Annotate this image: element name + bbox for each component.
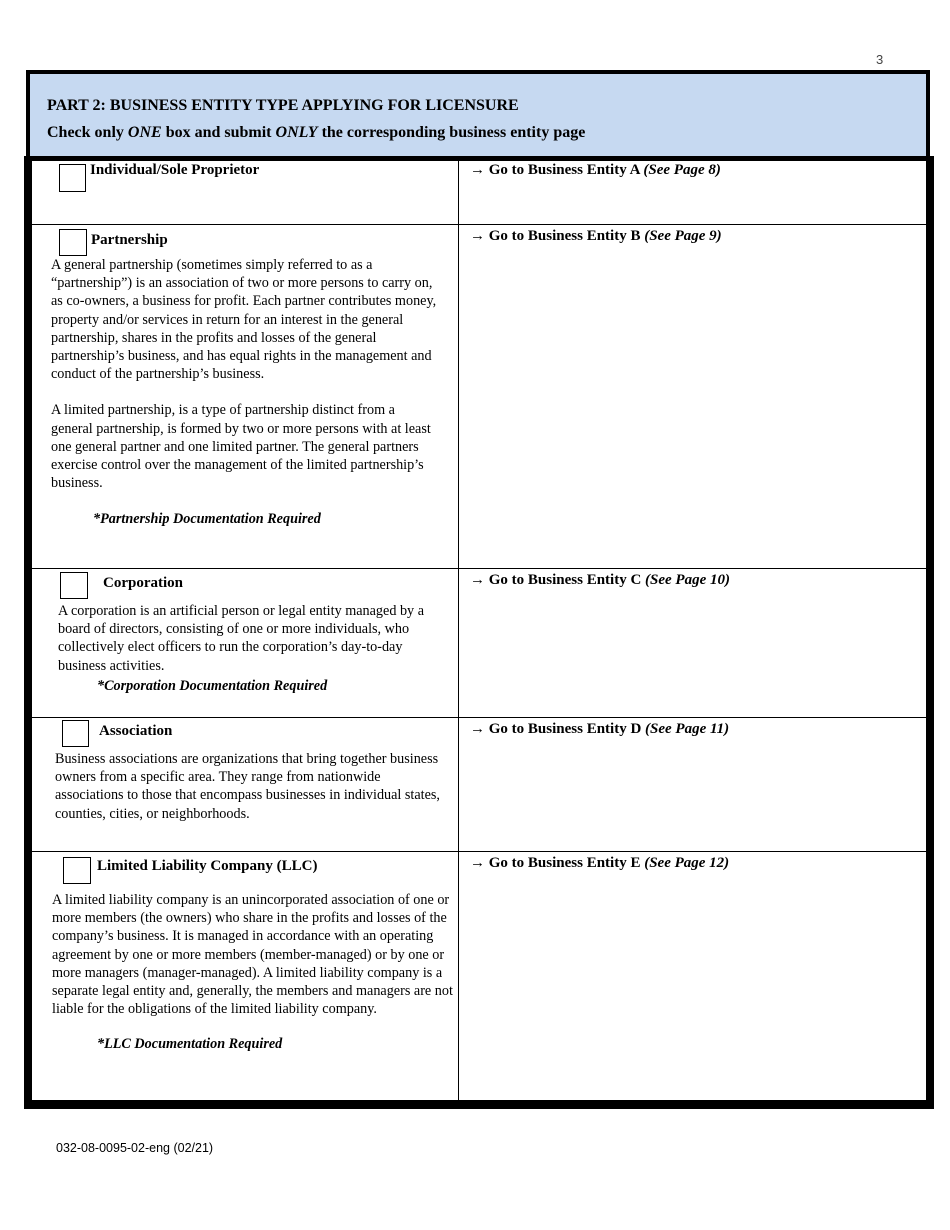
checkbox-partnership[interactable] bbox=[59, 229, 87, 256]
entity-label-association: Association bbox=[99, 723, 173, 739]
column-divider bbox=[458, 156, 459, 224]
llc-description: A limited liability company is an unincorporated association of one or more members (the owners) who share in the profits and losses of the company’s business. It is managed in accordance with an operating agreement by one or more members (member-managed) or by one or more managers (manager-managed). A limited liability company is a separate legal entity and, generally, the members and managers are not liable for the obligations of the limited liability company. bbox=[52, 892, 453, 1018]
entity-row-corporation bbox=[32, 569, 926, 718]
llc-required-note: *LLC Documentation Required bbox=[97, 1036, 283, 1052]
entity-table bbox=[24, 156, 934, 1109]
goto-entity-e: → Go to Business Entity E (See Page 12) bbox=[470, 855, 730, 871]
goto-entity-a: → Go to Business Entity A (See Page 8) bbox=[470, 162, 721, 178]
checkbox-corporation[interactable] bbox=[60, 572, 88, 599]
association-description: Business associations are organizations that bring together business owners from a specific area. They range from nationwide associations to those that encompass businesses in individual states, counties, cities, or neighborhoods. bbox=[55, 751, 440, 822]
section-title: PART 2: BUSINESS ENTITY TYPE APPLYING FOR LICENSURE bbox=[47, 97, 519, 114]
section-header bbox=[26, 70, 930, 161]
entity-row-llc bbox=[32, 852, 926, 1100]
entity-label-llc: Limited Liability Company (LLC) bbox=[97, 858, 318, 874]
column-divider bbox=[458, 718, 459, 851]
partnership-required-note: *Partnership Documentation Required bbox=[93, 511, 321, 527]
entity-row-association bbox=[32, 718, 926, 852]
corporation-description: A corporation is an artificial person or legal entity managed by a board of directors, consisting of one or more individuals, who collectively elect officers to run the corporation’s day-to-day business activities. bbox=[58, 603, 424, 674]
entity-row-partnership bbox=[32, 225, 926, 569]
column-divider bbox=[458, 569, 459, 717]
entity-label-partnership: Partnership bbox=[91, 232, 168, 248]
entity-row-individual bbox=[32, 156, 926, 225]
partnership-description bbox=[51, 256, 439, 492]
goto-entity-c: → Go to Business Entity C (See Page 10) bbox=[470, 572, 730, 588]
checkbox-association[interactable] bbox=[62, 720, 89, 747]
emphasis-one: ONE bbox=[127, 124, 162, 141]
column-divider bbox=[458, 852, 459, 1100]
form-number: 032-08-0095-02-eng (02/21) bbox=[56, 1141, 214, 1155]
section-instruction: Check only ONE box and submit ONLY the corresponding business entity page bbox=[47, 124, 586, 141]
column-divider bbox=[458, 225, 459, 568]
corporation-required-note: *Corporation Documentation Required bbox=[97, 678, 328, 694]
limited-partnership-text: A limited partnership, is a type of partnership distinct from a general partnership, is formed by two or more persons with at least one general partner and one limited partner. The general partners exercise control over the management of the limited partnership’s business. bbox=[51, 402, 431, 492]
checkbox-llc[interactable] bbox=[63, 857, 91, 884]
goto-entity-d: → Go to Business Entity D (See Page 11) bbox=[470, 721, 730, 737]
checkbox-individual[interactable] bbox=[59, 164, 86, 192]
entity-label-individual: Individual/Sole Proprietor bbox=[90, 162, 260, 178]
emphasis-only: ONLY bbox=[275, 124, 318, 141]
general-partnership-text: A general partnership (sometimes simply referred to as a “partnership”) is an association of two or more persons to carry on, as co-owners, a business for profit. Each partner contributes money, property and/or services in return for an interest in the general partnership, shares in the profits and losses of the general partnership’s business, and has equal rights in the management and conduct of the partnership’s business. bbox=[51, 257, 437, 383]
goto-entity-b: → Go to Business Entity B (See Page 9) bbox=[470, 228, 722, 244]
entity-label-corporation: Corporation bbox=[103, 575, 183, 591]
page-number: 3 bbox=[876, 52, 884, 67]
